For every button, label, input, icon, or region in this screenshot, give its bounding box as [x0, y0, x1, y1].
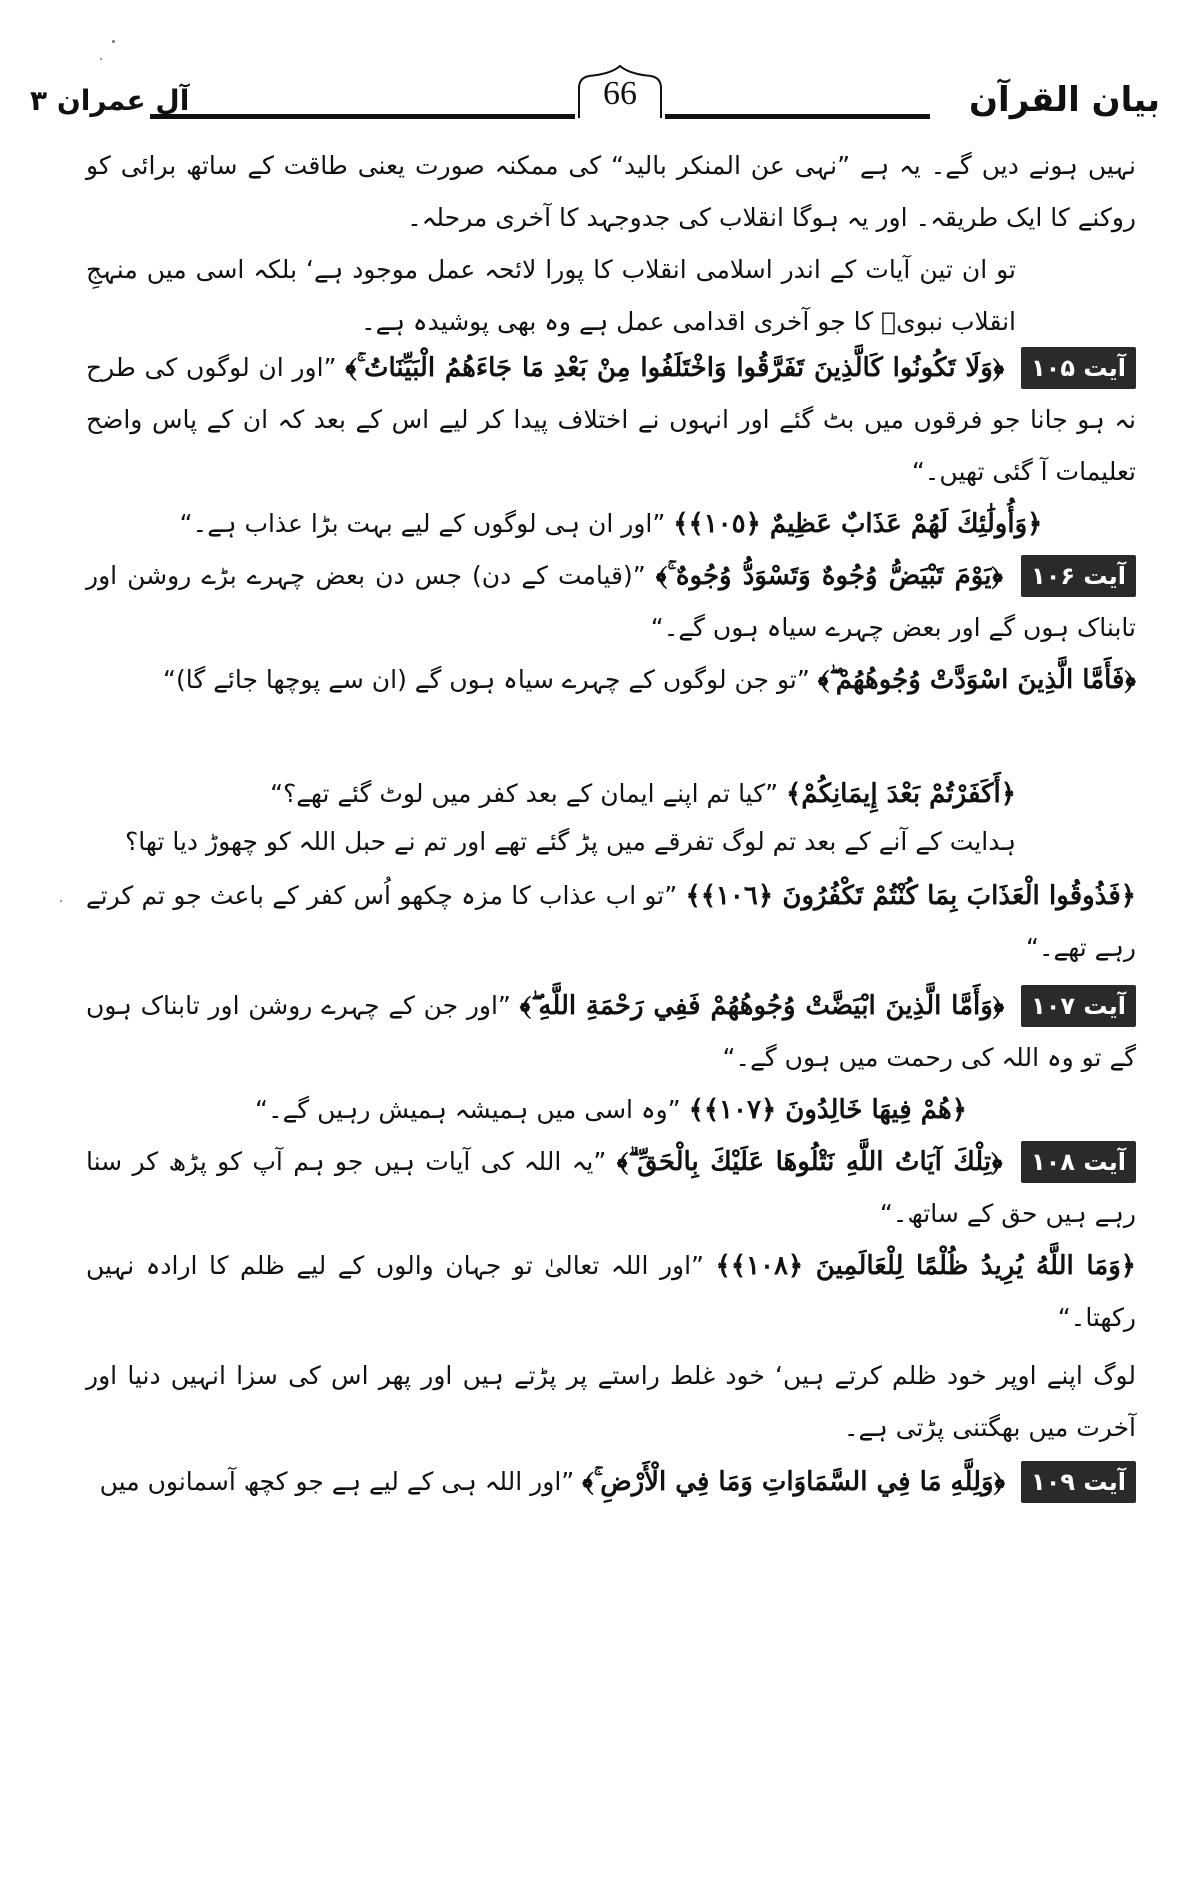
urdu-translation: ”یہ اللہ کی آیات ہیں جو ہم آپ کو پڑھ کر سنا رہے ہیں حق کے ساتھ۔“ — [86, 1147, 1136, 1228]
ayah-block — [86, 980, 1136, 1084]
ayah-block — [86, 1136, 1136, 1240]
paragraph-text: تو ان تین آیات کے اندر اسلامی انقلاب کا پورا لائحہ عمل موجود ہے‘ بلکہ اسی میں منہجِ انقلاب نبویؐ کا جو آخری اقدامی عمل ہے وہ بھی پوشیدہ ہے۔ — [86, 255, 1016, 336]
arabic-verse: ﴿وَلِلَّهِ مَا فِي السَّمَاوَاتِ وَمَا فِي الْأَرْضِ ۚ﴾ — [582, 1467, 1006, 1497]
ayah-block — [86, 550, 1136, 654]
page-number-text: 66 — [603, 75, 637, 112]
arabic-verse: ﴿فَذُوقُوا الْعَذَابَ بِمَا كُنْتُمْ تَكْفُرُونَ ﴿١٠٦﴾﴾ — [685, 881, 1136, 911]
ayah-number-badge: آیت ۱۰۶ — [1021, 555, 1136, 597]
arabic-verse: ﴿يَوْمَ تَبْيَضُّ وُجُوهٌ وَتَسْوَدُّ وُجُوهٌ ۚ﴾ — [655, 561, 1003, 591]
arabic-verse: ﴿وَلَا تَكُونُوا كَالَّذِينَ تَفَرَّقُوا وَاخْتَلَفُوا مِنْ بَعْدِ مَا جَاءَهُمُ الْبَيِّنَاتُ ۚ﴾ — [345, 353, 1005, 383]
surah-title: آل عمران ۳ — [30, 84, 190, 117]
page-header — [30, 75, 1160, 128]
page-number — [575, 64, 665, 120]
scan-speck — [100, 58, 102, 60]
urdu-translation: ”وہ اسی میں ہمیشہ ہمیش رہیں گے۔“ — [255, 1095, 681, 1124]
paragraph-text: ہدایت کے آنے کے بعد تم لوگ تفرقے میں پڑ گئے تھے اور تم نے حبل اللہ کو چھوڑ دیا تھا؟ — [125, 827, 1016, 856]
scan-speck — [112, 40, 115, 43]
urdu-translation: ”کیا تم اپنے ایمان کے بعد کفر میں لوٹ گئے تھے؟“ — [270, 779, 779, 808]
book-title: بیان القرآن — [969, 80, 1160, 120]
paragraph-text: لوگ اپنے اوپر خود ظلم کرتے ہیں‘ خود غلط راستے پر پڑتے ہیں اور پھر اس کی سزا انہیں دنیا اور آخرت میں بھگتنی پڑتی ہے۔ — [86, 1361, 1136, 1442]
paragraph — [86, 140, 1136, 244]
ayah-number-badge: آیت ۱۰۸ — [1021, 1141, 1136, 1183]
arabic-verse: ﴿أَكَفَرْتُمْ بَعْدَ إِيمَانِكُمْ﴾ — [786, 779, 1016, 809]
urdu-translation: ”(قیامت کے دن) جس دن بعض چہرے بڑے روشن اور تابناک ہوں گے اور بعض چہرے سیاہ ہوں گے۔“ — [86, 561, 1136, 642]
urdu-translation: ”تو جن لوگوں کے چہرے سیاہ ہوں گے (ان سے پوچھا جائے گا)“ — [163, 665, 810, 694]
ayah-block — [86, 342, 1136, 498]
paragraph — [86, 816, 1136, 868]
ayah-number-badge: آیت ۱۰۹ — [1021, 1461, 1136, 1503]
urdu-translation: ”اور ان لوگوں کی طرح نہ ہو جانا جو فرقوں میں بٹ گئے اور انہوں نے اختلاف پیدا کر لیے اس کے بعد کہ ان کے پاس واضح تعلیمات آ گئی تھیں۔“ — [86, 353, 1136, 486]
arabic-verse: ﴿وَمَا اللَّهُ يُرِيدُ ظُلْمًا لِلْعَالَمِينَ ﴿١٠٨﴾﴾ — [715, 1251, 1136, 1281]
arabic-verse: ﴿فَأَمَّا الَّذِينَ اسْوَدَّتْ وُجُوهُهُمْ ۖ﴾ — [817, 665, 1136, 695]
ayah-number-badge: آیت ۱۰۵ — [1021, 347, 1136, 389]
paragraph-text: نہیں ہونے دیں گے۔ یہ ہے ”نہی عن المنکر بالید“ کی ممکنہ صورت یعنی طاقت کے ساتھ برائی کو روکنے کا ایک طریقہ۔ اور یہ ہوگا انقلاب کی جدوجہد کا آخری مرحلہ۔ — [86, 151, 1136, 232]
urdu-translation: ”اور ان ہی لوگوں کے لیے بہت بڑا عذاب ہے۔“ — [179, 509, 666, 538]
urdu-translation: ”اور اللہ ہی کے لیے ہے جو کچھ آسمانوں میں — [99, 1467, 575, 1496]
ayah-block — [86, 1456, 1136, 1508]
urdu-translation: ”تو اب عذاب کا مزہ چکھو اُس کفر کے باعث جو تم کرتے رہے تھے۔“ — [86, 881, 1136, 962]
paragraph — [86, 1350, 1136, 1454]
scan-speck — [60, 900, 62, 902]
urdu-translation: ”اور جن کے چہرے روشن اور تابناک ہوں گے تو وہ اللہ کی رحمت میں ہوں گے۔“ — [86, 991, 1136, 1072]
ayah-number-badge: آیت ۱۰۷ — [1021, 985, 1136, 1027]
arabic-verse: ﴿وَأُولَٰئِكَ لَهُمْ عَذَابٌ عَظِيمٌ ﴿١٠٥﴾﴾ — [673, 509, 1043, 539]
verse-block — [86, 768, 1136, 820]
urdu-translation: ”اور اللہ تعالیٰ تو جہان والوں کے لیے ظلم کا ارادہ نہیں رکھتا۔“ — [86, 1251, 1136, 1332]
header-rule — [150, 114, 930, 119]
verse-block — [86, 870, 1136, 974]
verse-block — [86, 1240, 1136, 1344]
arabic-verse: ﴿هُمْ فِيهَا خَالِدُونَ ﴿١٠٧﴾﴾ — [688, 1095, 967, 1125]
paragraph — [86, 244, 1136, 348]
arabic-verse: ﴿تِلْكَ آيَاتُ اللَّهِ نَتْلُوهَا عَلَيْكَ بِالْحَقِّ ۗ﴾ — [616, 1147, 1003, 1177]
verse-block — [86, 498, 1136, 550]
verse-block — [86, 1084, 1136, 1136]
arabic-verse: ﴿وَأَمَّا الَّذِينَ ابْيَضَّتْ وُجُوهُهُمْ فَفِي رَحْمَةِ اللَّهِ ۖ﴾ — [519, 991, 1005, 1021]
verse-block — [86, 654, 1136, 706]
